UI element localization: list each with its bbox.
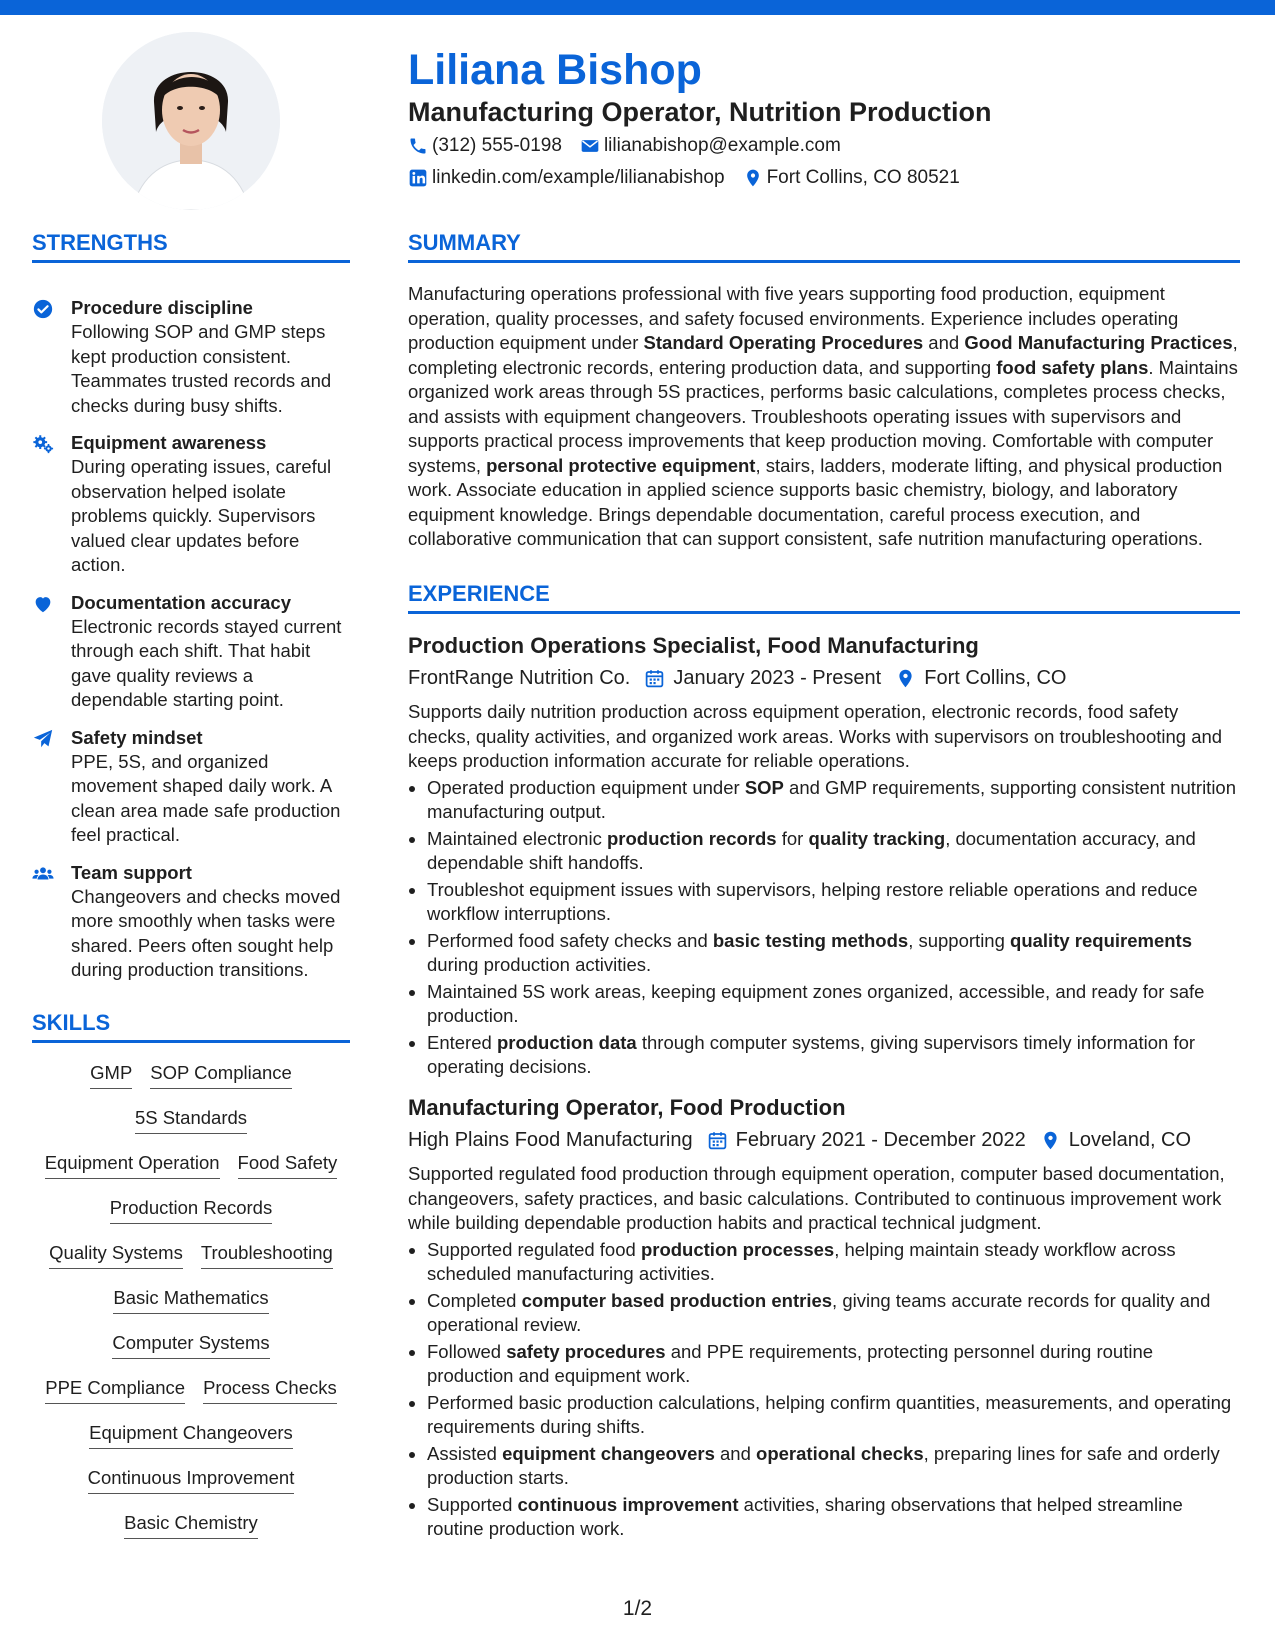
- strength-title: Documentation accuracy: [71, 591, 292, 613]
- skill-tag: Troubleshooting: [201, 1242, 333, 1269]
- skill-row: [32, 1467, 350, 1512]
- gears-icon: [32, 433, 54, 455]
- skill-tag: Process Checks: [203, 1377, 337, 1404]
- check-circle-icon: [32, 298, 54, 320]
- job-bullet: • Maintained electronic production records for quality tracking, documentation accuracy, and dependable shift handoffs.: [427, 827, 1240, 876]
- job-bullet: • Completed computer based production entries, giving teams accurate records for quality and operational review.: [427, 1289, 1240, 1338]
- job-meta: [408, 1126, 1240, 1154]
- skill-tag: PPE Compliance: [45, 1377, 185, 1404]
- job-location: [895, 664, 1066, 692]
- email-text[interactable]: lilianabishop@example.com: [603, 135, 841, 156]
- skill-row: [32, 1422, 350, 1467]
- linkedin-icon: [408, 168, 428, 188]
- skill-tag: Food Safety: [238, 1152, 338, 1179]
- job-entry: [408, 632, 1240, 1082]
- contact-row: [408, 134, 859, 158]
- strength-description: PPE, 5S, and organized movement shaped daily work. A clean area made safe production feel practical.: [71, 750, 341, 845]
- strength-item: [32, 431, 350, 578]
- skill-row: [32, 1197, 350, 1242]
- phone-text[interactable]: (312) 555-0198: [432, 135, 562, 156]
- page-number: 1/2: [622, 1597, 653, 1620]
- skill-row: [32, 1512, 350, 1557]
- candidate-name: Liliana Bishop: [408, 46, 702, 94]
- job-bullet: • Performed basic production calculations, helping confirm quantities, measurements, and operating requirements during shifts.: [427, 1391, 1240, 1440]
- job-bullet: • Assisted equipment changeovers and operational checks, preparing lines for safe and orderly production starts.: [427, 1442, 1240, 1491]
- job-dates: [644, 664, 881, 692]
- strength-description: Electronic records stayed current through each shift. That habit gave quality reviews a dependable starting point.: [71, 615, 342, 710]
- job-entry: [408, 1094, 1240, 1544]
- skill-tag: Continuous Improvement: [88, 1467, 295, 1494]
- job-bullet: • Maintained 5S work areas, keeping equipment zones organized, accessible, and ready for safe production.: [427, 980, 1240, 1029]
- skill-row: [32, 1332, 350, 1377]
- skill-row: [32, 1107, 350, 1152]
- strength-item: [32, 726, 350, 848]
- job-title: Manufacturing Operator, Food Production: [408, 1095, 846, 1120]
- strengths-heading: STRENGTHS: [32, 230, 350, 263]
- skills-list: [32, 1062, 350, 1557]
- strength-title: Equipment awareness: [71, 432, 267, 453]
- top-accent-bar: [0, 0, 1275, 15]
- job-title: Production Operations Specialist, Food Manufacturing: [408, 633, 979, 658]
- calendar-icon: [644, 668, 665, 689]
- contact-row: [408, 166, 978, 190]
- strength-title: Procedure discipline: [71, 297, 253, 318]
- envelope-icon: [580, 136, 600, 156]
- linkedin-contact: [408, 166, 725, 190]
- skill-tag: Basic Chemistry: [124, 1512, 258, 1539]
- map-pin-icon: [1040, 1130, 1061, 1151]
- job-description: Supports daily nutrition production across equipment operation, electronic records, food safety checks, quality activities, and organized work areas. Works with supervisors on troubleshooting and keeps production information accurate for reliable operations.: [408, 701, 1223, 771]
- job-meta: [408, 664, 1240, 692]
- job-dates-text: January 2023 - Present: [673, 667, 882, 689]
- profile-photo: [102, 32, 280, 210]
- skill-tag: 5S Standards: [135, 1107, 247, 1134]
- summary-paragraph: Manufacturing operations professional with five years supporting food production, equipment operation, quality processes, and safety focused environments. Experience includes operating production equipment under Standard Operating Procedures and Good Manufacturing Practices, completing electronic records, entering production data, and supporting food safety plans. Maintains organized work areas through 5S practices, performs basic calculations, completes process checks, and assists with equipment changeovers. Troubleshoots operating issues with supervisors and supports practical process improvements that keep production moving. Comfortable with computer systems, personal protective equipment, stairs, ladders, moderate lifting, and physical production work. Associate education in applied science supports basic chemistry, biology, and laboratory equipment knowledge. Brings dependable documentation, careful process execution, and collaborative communication that can support consistent, safe nutrition manufacturing operations.: [408, 283, 1238, 549]
- job-description: Supported regulated food production through equipment operation, computer based documentation, changeovers, safety practices, and basic calculations. Contributed to continuous improvement work while building dependable production habits and practical technical judgment.: [408, 1163, 1225, 1233]
- map-pin-icon: [743, 168, 763, 188]
- strengths-list: [32, 296, 350, 996]
- strength-item: [32, 591, 350, 713]
- skill-tag: GMP: [90, 1062, 132, 1089]
- skill-row: [32, 1287, 350, 1332]
- paper-plane-icon: [32, 728, 54, 750]
- strength-title: Safety mindset: [71, 726, 203, 748]
- experience-heading: EXPERIENCE: [408, 581, 1240, 614]
- skill-row: [32, 1152, 350, 1197]
- job-bullet: • Entered production data through computer systems, giving supervisors timely information for operating decisions.: [427, 1031, 1240, 1080]
- phone-icon: [408, 136, 428, 156]
- skills-heading: SKILLS: [32, 1010, 350, 1043]
- map-pin-icon: [895, 668, 916, 689]
- skill-tag: Basic Mathematics: [113, 1287, 268, 1314]
- job-dates-text: February 2021 - December 2022: [735, 1129, 1026, 1151]
- skill-tag: SOP Compliance: [150, 1062, 292, 1089]
- job-location: [1040, 1126, 1191, 1154]
- company-name: High Plains Food Manufacturing: [408, 1129, 693, 1151]
- strength-description: During operating issues, careful observation helped isolate problems quickly. Supervisors valued clear updates before action.: [71, 456, 332, 575]
- job-bullet: • Performed food safety checks and basic testing methods, supporting quality requirements during production activities.: [427, 929, 1240, 978]
- strength-description: Changeovers and checks moved more smoothly when tasks were shared. Peers often sought help during production transitions.: [71, 885, 341, 980]
- job-location-text: Loveland, CO: [1068, 1129, 1192, 1151]
- candidate-headline: Manufacturing Operator, Nutrition Production: [408, 97, 992, 127]
- job-bullet: • Supported regulated food production processes, helping maintain steady workflow across scheduled manufacturing activities.: [427, 1238, 1240, 1287]
- heart-icon: [32, 593, 54, 615]
- skill-tag: Equipment Changeovers: [89, 1422, 293, 1449]
- strength-description: Following SOP and GMP steps kept production consistent. Teammates trusted records and checks during busy shifts.: [71, 321, 332, 416]
- location-text: Fort Collins, CO 80521: [766, 167, 960, 188]
- skill-tag: Equipment Operation: [45, 1152, 220, 1179]
- linkedin-text[interactable]: linkedin.com/example/lilianabishop: [432, 167, 725, 188]
- job-location-text: Fort Collins, CO: [924, 667, 1067, 689]
- users-icon: [32, 863, 54, 885]
- skill-tag: Computer Systems: [112, 1332, 269, 1359]
- email-contact: [580, 134, 841, 158]
- strength-item: [32, 861, 350, 983]
- strength-item: [32, 296, 350, 418]
- job-bullet: • Troubleshot equipment issues with supervisors, helping restore reliable operations and reduce workflow interruptions.: [427, 878, 1240, 927]
- job-bullet: • Followed safety procedures and PPE requirements, protecting personnel during routine production and equipment work.: [427, 1340, 1240, 1389]
- phone-contact: [408, 134, 562, 158]
- skill-tag: Production Records: [110, 1197, 272, 1224]
- calendar-icon: [707, 1130, 728, 1151]
- location-contact: [743, 166, 960, 190]
- job-bullet: • Supported continuous improvement activities, sharing observations that helped streamline routine production work.: [427, 1493, 1240, 1542]
- job-bullets: [408, 776, 1240, 1080]
- job-bullets: [408, 1238, 1240, 1542]
- job-bullet: • Operated production equipment under SOP and GMP requirements, supporting consistent nutrition manufacturing output.: [427, 776, 1240, 825]
- company-name: FrontRange Nutrition Co.: [408, 667, 631, 689]
- job-dates: [707, 1126, 1026, 1154]
- strength-title: Team support: [71, 861, 192, 883]
- skill-row: [32, 1377, 350, 1422]
- skill-row: [32, 1062, 350, 1107]
- skill-tag: Quality Systems: [49, 1242, 183, 1269]
- summary-heading: SUMMARY: [408, 230, 1240, 263]
- skill-row: [32, 1242, 350, 1287]
